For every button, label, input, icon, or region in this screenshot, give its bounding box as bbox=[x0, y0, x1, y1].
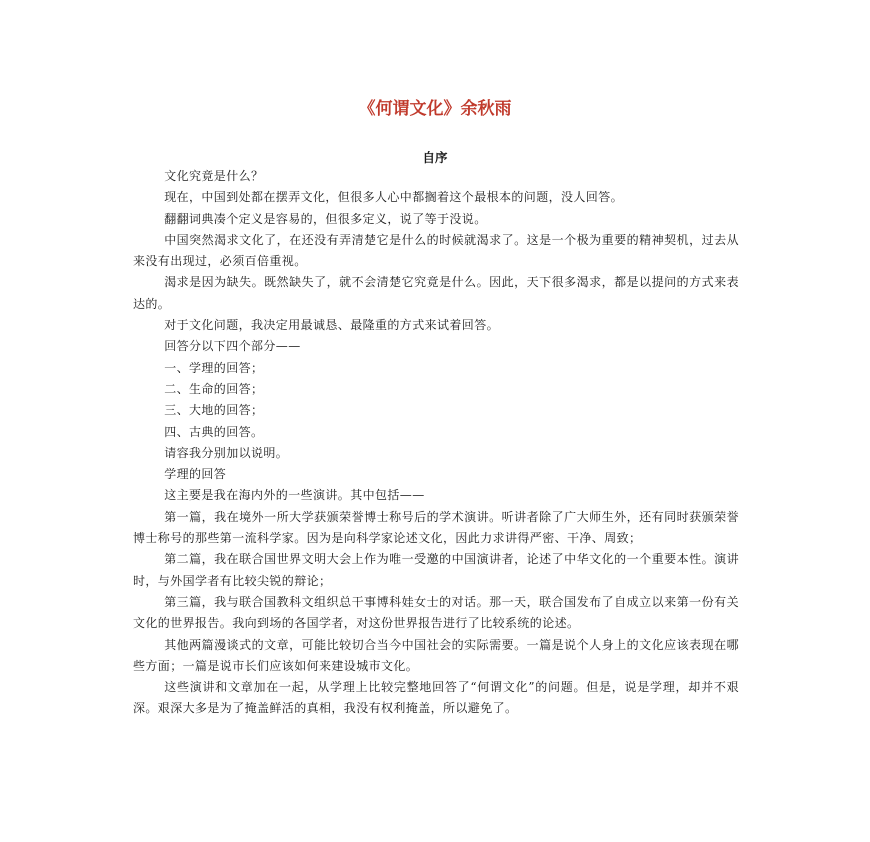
paragraph: 对于文化问题，我决定用最诚恳、最隆重的方式来试着回答。 bbox=[164, 318, 499, 333]
paragraph: 请容我分别加以说明。 bbox=[164, 445, 289, 460]
paragraph: 中国突然渴求文化了，在还没有弄清楚它是什么的时候就渴求了。这是一个极为重要的精神契机，过去从来没有出现过，必须百倍重视。 bbox=[133, 232, 739, 269]
paragraph: 翻翻词典凑个定义是容易的，但很多定义，说了等于没说。 bbox=[164, 211, 487, 226]
document-body bbox=[133, 166, 739, 720]
paragraph: 第三篇，我与联合国教科文组织总干事博科娃女士的对话。那一天，联合国发布了自成立以来第一份有关文化的世界报告。我向到场的各国学者，对这份世界报告进行了比较系统的论述。 bbox=[133, 594, 739, 631]
paragraph: 文化究竟是什么？ bbox=[164, 169, 264, 183]
paragraph: 其他两篇漫谈式的文章，可能比较切合当今中国社会的实际需要。一篇是说个人身上的文化应该表现在哪些方面；一篇是说市长们应该如何来建设城市文化。 bbox=[133, 637, 739, 673]
list-item: 一、学理的回答； bbox=[164, 360, 264, 375]
paragraph: 这主要是我在海内外的一些演讲。其中包括—— bbox=[164, 488, 425, 503]
list-item: 三、大地的回答； bbox=[164, 403, 264, 418]
list-item: 二、生命的回答； bbox=[164, 381, 264, 396]
document-title: 《何谓文化》余秋雨 bbox=[358, 99, 512, 119]
section-label: 学理的回答 bbox=[164, 467, 227, 482]
paragraph: 回答分以下四个部分—— bbox=[164, 339, 301, 354]
paragraph: 这些演讲和文章加在一起，从学理上比较完整地回答了“何谓文化”的问题。但是，说是学理，却并不艰深。艰深大多是为了掩盖鲜活的真相，我没有权利掩盖，所以避免了。 bbox=[133, 680, 739, 716]
paragraph: 现在，中国到处都在摆弄文化，但很多人心中都搁着这个最根本的问题，没人回答。 bbox=[164, 190, 623, 205]
paragraph: 第二篇，我在联合国世界文明大会上作为唯一受邀的中国演讲者，论述了中华文化的一个重要本性。演讲时，与外国学者有比较尖锐的辩论； bbox=[133, 552, 739, 588]
paragraph: 渴求是因为缺失。既然缺失了，就不会清楚它究竟是什么。因此，天下很多渴求，都是以提问的方式来表达的。 bbox=[133, 275, 739, 311]
paragraph: 第一篇，我在境外一所大学获颁荣誉博士称号后的学术演讲。听讲者除了广大师生外，还有同时获颁荣誉博士称号的那些第一流科学家。因为是向科学家论述文化，因此力求讲得严密、干净、周致； bbox=[133, 509, 739, 546]
section-heading: 自序 bbox=[422, 150, 448, 165]
list-item: 四、古典的回答。 bbox=[164, 424, 264, 439]
